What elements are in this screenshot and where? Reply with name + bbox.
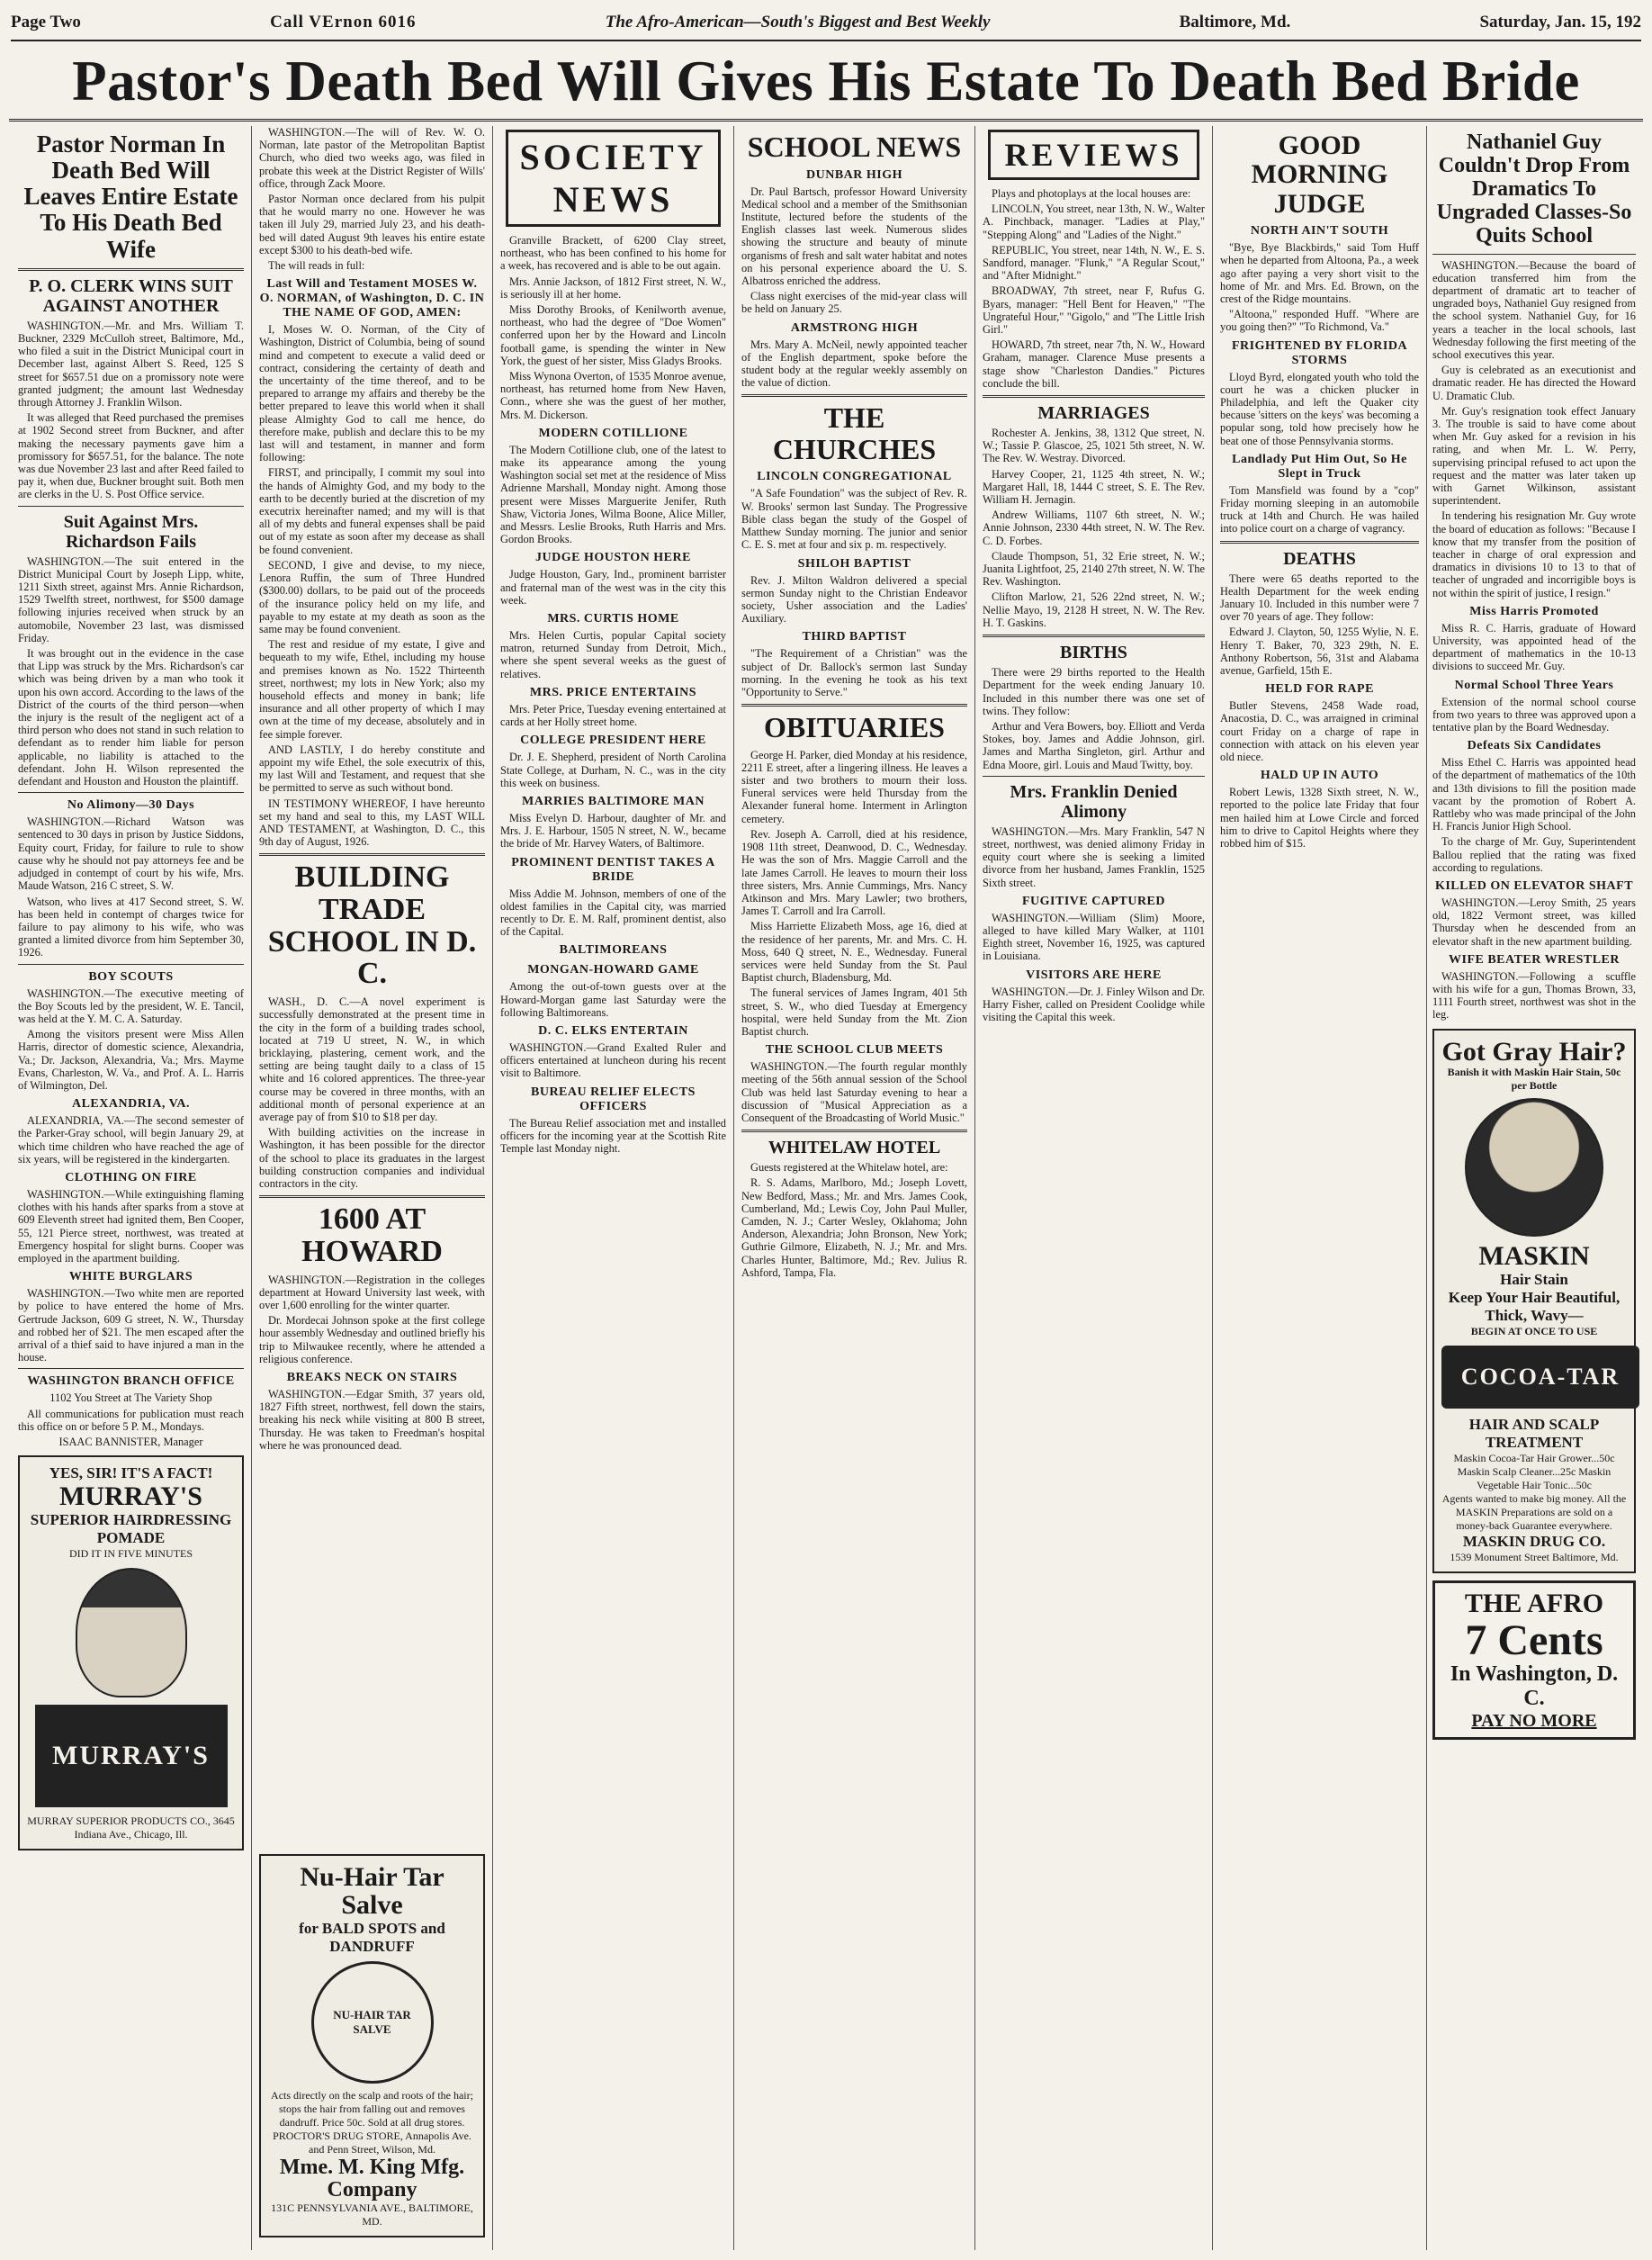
article-paragraph: Tom Mansfield was found by a "cop" Friday morning sleeping in an automobile truck at 14th and Church. He was hailed into police court on a charge of vagrancy. <box>1220 483 1419 536</box>
boy-scouts-headline: BOY SCOUTS <box>88 969 174 984</box>
pomade-tin-illustration: MURRAY'S <box>35 1705 228 1807</box>
section-subhead: D. C. ELKS ENTERTAIN <box>538 1023 688 1038</box>
article-paragraph: There were 29 births reported to the Health Department for the week ending January 10. Included in this number there was one set of twins. They follow: <box>983 666 1205 717</box>
afro-location: In Washington, D. C. <box>1450 1661 1619 1710</box>
section-subhead: Miss Harris Promoted <box>1469 604 1599 618</box>
article-paragraph: "A Safe Foundation" was the subject of Rev. R. W. Brooks' sermon last Sunday. The Progressive Bible class began the study of the Gospel of Matthew Sunday morning. The junior and senior C. E. S. met at four and six p. m. respectively. <box>741 487 967 552</box>
section-subhead: WIFE BEATER WRESTLER <box>1449 952 1620 967</box>
branch-office-headline: WASHINGTON BRANCH OFFICE <box>27 1374 235 1389</box>
article-paragraph: WASH., D. C.—A novel experiment is successfully demonstrated at the present time in the city in the form of a building trades school, located at 719 U street, N. W., in which bricklaying, plastering, cement work, and the setting are being taught daily to a class of 15 white and 16 colored apprentices. The three-year course may be covered in three months, with an additional month of personal experience at an average pay of from $10 to $18 per day. <box>259 995 485 1123</box>
divider <box>18 506 244 507</box>
article-paragraph: AND LASTLY, I do hereby constitute and appoint my wife Ethel, the sole executrix of this, my last Will and Testament, and request that she be permitted to serve as such without bond. <box>259 743 485 795</box>
column-4 <box>734 126 975 2250</box>
afro-price: 7 Cents <box>1465 1616 1603 1664</box>
article-paragraph: The Modern Cotillione club, one of the latest to make its appearance among the young Washington social set met at the residence of Miss Adrienne Marshall, Monday night. Among those present were Misses Marguerite Jenifer, Ruth Shaw, Victoria Jones, Wilma Boone, Alice Miller, and Messrs. Leslie Brooks, Ruth Harris and Mrs. Gordon Brooks. <box>500 443 726 546</box>
article-paragraph: Robert Lewis, 1328 Sixth street, N. W., reported to the police late Friday that four men hailed him at Lowe Circle and forced him to drive to Capitol Heights where they robbed him of $15. <box>1220 786 1419 851</box>
article-paragraph: George H. Parker, died Monday at his residence, 2211 E street, after a lingering illness. He leaves a sister and two brothers to mourn their loss. Funeral services were held Thursday from the Alexander funeral home. Interment in Arlington cemetery. <box>741 748 967 825</box>
article-paragraph: WASHINGTON.—The suit entered in the District Municipal Court by Joseph Lipp, white, 1211 Sixth street, against Mrs. Annie Richardson, 1529 Twelfth street, northwest, for $500 damage following injuries received when struck by an automobile, November 23 last, was dismissed Friday. <box>18 554 244 644</box>
divider <box>18 792 244 793</box>
article-paragraph: Guy is celebrated as an executionist and dramatic reader. He has directed the Howard U. Dramatic Club. <box>1432 364 1636 402</box>
article-paragraph: To the charge of Mr. Guy, Superintendent Ballou replied that the rating was fixed according to regulations. <box>1432 835 1636 874</box>
marriages-header: MARRIAGES <box>1037 403 1150 424</box>
alimony-headline: No Alimony—30 Days <box>67 798 195 813</box>
city: Baltimore, Md. <box>1179 13 1291 32</box>
column-1 <box>11 126 252 2250</box>
article-paragraph: Harvey Cooper, 21, 1125 4th street, N. W.; Margaret Hall, 18, 1444 C street, S. E. The Rev. William H. Jernagin. <box>983 467 1205 507</box>
section-subhead: THIRD BAPTIST <box>802 630 907 644</box>
ad-keep: Keep Your Hair Beautiful, Thick, Wavy— <box>1448 1288 1621 1324</box>
divider <box>1432 254 1636 255</box>
article-paragraph: WASHINGTON.—While extinguishing flaming clothes with his hands after sparks from a stove at 609 Eleventh street had ignited them, Ben Cooper, 55, 121 Pierce street, northwest, was treated at Emergency hospital for slight burns. Cooper was employed in the apartment building. <box>18 1187 244 1265</box>
article-paragraph: It was alleged that Reed purchased the premises at 1902 Second street from Buckner, and after making the necessary payments gave him a promissory for $657.51, for the balance. The note was due November 23 last and after Reed failed to pay it, when due, Buckner brought suit. Both men are clerks in the U. S. Post Office service. <box>18 411 244 501</box>
article-paragraph: Mrs. Mary A. McNeil, newly appointed teacher of the English department, spoke before the student body at the regular weekly assembly on the value of diction. <box>741 338 967 390</box>
page-number: Page Two <box>11 13 81 32</box>
ad-product: Hair Stain <box>1500 1270 1568 1288</box>
divider <box>259 853 485 856</box>
article-paragraph: Mrs. Peter Price, Tuesday evening entertained at cards at her Holly street home. <box>500 702 726 729</box>
article-paragraph: Miss Evelyn D. Harbour, daughter of Mr. and Mrs. J. E. Harbour, 1505 N street, N. W., became the bride of Mr. Harvey Waters, of Baltimore. <box>500 811 726 851</box>
article-paragraph: Mrs. Helen Curtis, popular Capital society matron, returned Sunday from Detroit, Mich., where she spent several weeks as the guest of relatives. <box>500 629 726 680</box>
divider <box>741 704 967 707</box>
branch-manager: ISAAC BANNISTER, Manager <box>58 1436 203 1448</box>
article-paragraph: Guests registered at the Whitelaw hotel, are: <box>750 1161 948 1175</box>
divider <box>1220 541 1419 544</box>
cocoa-tar-jar-illustration: COCOA-TAR <box>1441 1346 1639 1409</box>
article-paragraph: The funeral services of James Ingram, 401 5th street, S. W., who died Tuesday at Emergency hospital, were held Sunday from the Mt. Zion Baptist church. <box>741 986 967 1038</box>
ad-tagline: DID IT IN FIVE MINUTES <box>68 1546 193 1560</box>
nu-hair-ad <box>259 1854 485 2237</box>
section-subhead: KILLED ON ELEVATOR SHAFT <box>1434 879 1634 894</box>
article-paragraph: Clifton Marlow, 21, 526 22nd street, N. W.; Nellie Mayo, 19, 2128 H street, N. W. The Rev. H. T. Gaskins. <box>983 590 1205 629</box>
article-paragraph: WASHINGTON.—Following a scuffle with his wife for a gun, Thomas Brown, 33, 1111 Fourth street, northwest was shot in the leg. <box>1432 969 1636 1022</box>
section-subhead: BALTIMOREANS <box>559 943 668 958</box>
whitelaw-header: WHITELAW HOTEL <box>768 1138 941 1158</box>
article-paragraph: BROADWAY, 7th street, near F, Rufus G. Byars, manager: "Hell Bent for Heaven," "The Ungrateful Hour," "Gigolo," and "The Little Irish Girl." <box>983 284 1205 337</box>
divider <box>259 1195 485 1198</box>
good-morning-judge-header: GOOD MORNING JUDGE <box>1251 131 1388 219</box>
article-paragraph: Judge Houston, Gary, Ind., prominent barrister and fraternal man of the west was in the city this week. <box>500 568 726 607</box>
ad-address: 1539 Monument Street Baltimore, Md. <box>1450 1550 1619 1563</box>
article-paragraph: The Bureau Relief association met and installed officers for the incoming year at the Scottish Rite Temple last Monday night. <box>500 1116 726 1155</box>
section-subhead: LINCOLN CONGREGATIONAL <box>757 470 952 484</box>
clerk-suit-headline: P. O. CLERK WINS SUIT AGAINST ANOTHER <box>29 275 233 316</box>
article-paragraph: Andrew Williams, 1107 6th street, N. W.; Annie Johnson, 2330 44th street, N. W. The Rev. C. D. Forbes. <box>983 509 1205 547</box>
reviews-header: REVIEWS <box>988 130 1199 180</box>
ad-agents: Agents wanted to make big money. All the MASKIN Preparations are sold on a money-back Guarantee everywhere. <box>1441 1491 1627 1532</box>
call-number: Call VErnon 6016 <box>270 13 417 32</box>
divider <box>983 776 1205 777</box>
article-paragraph: WASHINGTON.—Grand Exalted Ruler and officers entertained at luncheon during his recent visit to Baltimore. <box>500 1040 726 1080</box>
ad-begin: BEGIN AT ONCE TO USE <box>1470 1324 1598 1337</box>
article-paragraph: Dr. Paul Bartsch, professor Howard University Medical school and a member of the Smithsonian Institute, lectured before the students of the English classes last week. Numerous slides showing the structure and beauty of minute organisms of fresh and salt water habitat and notes on his personal experience aboard the U. S. Albatross enriched the address. <box>741 185 967 287</box>
article-paragraph: Plays and photoplays at the local houses are: <box>992 187 1191 200</box>
article-paragraph: Miss Ethel C. Harris was appointed head of the department of mathematics of the 10th and 13th divisions to fill the position made vacant by the promotion of Robert A. Rattleby who was made principal of the John H. Francis Junior High School. <box>1432 756 1636 833</box>
article-paragraph: Miss Dorothy Brooks, of Kenilworth avenue, northeast, who had the degree of "Doe Women" conferred upon her by the Howard and Lincoln football game, is spending the winter in New York, the guest of her sister, Miss Gladys Brooks. <box>500 303 726 367</box>
section-subhead: NORTH AIN'T SOUTH <box>1250 224 1389 239</box>
article-paragraph: IN TESTIMONY WHEREOF, I have hereunto set my hand and seal to this, my LAST WILL AND TESTAMENT, at Washington, D. C., this 9th day of August, 1926. <box>259 797 485 849</box>
salve-tin-seal: NU-HAIR TAR SALVE <box>311 1961 434 2084</box>
article-paragraph: "Altoona," responded Huff. "Where are you going then?" "To Richmond, Va." <box>1220 308 1419 334</box>
man-portrait-illustration <box>76 1568 187 1697</box>
ad-headline: YES, SIR! IT'S A FACT! <box>49 1464 213 1482</box>
section-subhead: THE SCHOOL CLUB MEETS <box>765 1043 944 1058</box>
article-paragraph: Butler Stevens, 2458 Wade road, Anacostia, D. C., was arraigned in criminal court Friday on a charge of rape in connection with attack on his eleven year old niece. <box>1220 699 1419 764</box>
folio-bar <box>11 5 1641 41</box>
article-paragraph: Pastor Norman once declared from his pulpit that he would marry no one. However he was taken ill July 29, married July 23, and his death-bed will dated August 9th leaves his entire estate except $300 to his death-bed wife. <box>259 193 485 257</box>
article-paragraph: WASHINGTON.—Two white men are reported by police to have entered the home of Mrs. Gertrude Jackson, 609 G street, N. W., Thursday and robbed her of $21. The men escaped after the arrival of a thief said to have injured a man in the house. <box>18 1287 244 1364</box>
ad-address: 131C PENNSYLVANIA AVE., BALTIMORE, MD. <box>271 2201 473 2228</box>
divider <box>983 635 1205 637</box>
ad-title: Nu-Hair Tar Salve <box>300 1861 444 1921</box>
deaths-header: DEATHS <box>1283 548 1356 569</box>
section-subhead: SHILOH BAPTIST <box>797 556 911 571</box>
article-paragraph: Arthur and Vera Bowers, boy. Elliott and Verda Stokes, boy. James and Addie Johnson, girl. James and Martha Singleton, girl. Arthur and Edna Moore, girl. Louis and Maud Twitty, boy. <box>983 719 1205 771</box>
article-paragraph: Edward J. Clayton, 50, 1255 Wylie, N. E. Henry T. Baker, 70, 323 29th, N. E. Anthony Robertson, 56, 31st and Alabama avenue, Garfield, 15th E. <box>1220 626 1419 678</box>
article-paragraph: Rochester A. Jenkins, 38, 1312 Que street, N. W.; Tassie P. Glascoe, 25, 1021 5th street, N. W. The Rev. W. Westray. Divorced. <box>983 427 1205 465</box>
article-paragraph: WASHINGTON.—Registration in the colleges department at Howard University last week, with over 1,600 enrolling for the winter quarter. <box>259 1273 485 1311</box>
article-paragraph: Miss Harriette Elizabeth Moss, age 16, died at the residence of her parents, Mr. and Mrs. C. H. Moss, 640 Q street, N. E., Wednesday. Funeral services were held Sunday from the St. Paul Baptist church, Bladensburg, Md. <box>741 920 967 985</box>
article-paragraph: Rev. Joseph A. Carroll, died at his residence, 1908 11th street, Deanwood, D. C., Wednesday. He was the son of Mrs. Maggie Carroll and the late James Carroll. He leaves to mourn their loss three sisters, Mrs. Annie Cummings, Mrs. Nancy Atkinson and Mrs. Mary Lawler; two brothers, James T. Carroll and Ira Carroll. <box>741 827 967 918</box>
section-subhead: VISITORS ARE HERE <box>1026 968 1162 982</box>
article-paragraph: WASHINGTON.—The executive meeting of the Boy Scouts led by the president, W. E. Tancil, was held at the Y. M. C. A. Saturday. <box>18 986 244 1025</box>
article-paragraph: Dr. Mordecai Johnson spoke at the first college hour assembly Wednesday and outlined briefly his trip to Milwaukee recently, where he attended a religious conference. <box>259 1314 485 1365</box>
nathaniel-guy-headline: Nathaniel Guy Couldn't Drop From Dramatics To Ungraded Classes-So Quits School <box>1436 131 1632 248</box>
column-3 <box>493 126 734 2250</box>
article-paragraph: WASHINGTON.—Leroy Smith, 25 years old, 1822 Vermont street, was killed Thursday when he descended from an elevator shaft in the new apartment building. <box>1432 896 1636 948</box>
section-subhead: HALD UP IN AUTO <box>1260 769 1379 783</box>
afro-name: THE AFRO <box>1464 1588 1604 1618</box>
article-paragraph: WASHINGTON.—Mrs. Mary Franklin, 547 N street, northwest, was denied alimony Friday in equity court where she is seeking a limited divorce from her husband, James Franklin, 1525 Sixth street. <box>983 824 1205 889</box>
divider <box>741 1130 967 1132</box>
article-paragraph: Miss Addie M. Johnson, members of one of the oldest families in the Capital city, was married recently to Dr. E. M. Ralf, prominent dentist, also of the Capital. <box>500 887 726 939</box>
article-paragraph: Lloyd Byrd, elongated youth who told the court he was a chicken plucker in Philadelphia, and left the Quaker city because 'sitters on the keys' was becoming a popular song, told how precisely how he beat one of those Pennsylvania storms. <box>1220 370 1419 447</box>
births-header: BIRTHS <box>1060 643 1127 663</box>
divider <box>18 964 244 965</box>
article-paragraph: Mr. Guy's resignation took effect January 3. The trouble is said to have come about when Mr. Guy asked for a revision in his rating, and when Mr. L. W. Perry, supervising principal refused to act upon the request and the matter was later taken up with Garnet Wilkinson, assistant superintendent. <box>1432 404 1636 508</box>
section-subhead: MARRIES BALTIMORE MAN <box>522 794 705 808</box>
ad-company: MASKIN DRUG CO. <box>1462 1532 1606 1550</box>
section-subhead: PROMINENT DENTIST TAKES A BRIDE <box>511 855 715 884</box>
section-subhead: Landlady Put Him Out, So He Slept in Truck <box>1232 452 1407 481</box>
section-subhead: FUGITIVE CAPTURED <box>1021 894 1165 908</box>
branch-note: All communications for publication must reach this office on or before 5 P. M., Mondays. <box>18 1407 244 1433</box>
section-subhead: JUDGE HOUSTON HERE <box>535 551 691 565</box>
article-paragraph: WASHINGTON.—Because the board of education transferred him from the department of dramatic art to teacher of ungraded boys, Nathaniel Guy resigned from the school system. Nathaniel Guy, for 16 years a teacher in the local schools, last Wednesday following the first meeting of the school executives this year. <box>1432 258 1636 361</box>
ad-for: for BALD SPOTS and DANDRUFF <box>299 1919 445 1955</box>
richardson-headline: Suit Against Mrs. Richardson Fails <box>63 511 199 552</box>
article-paragraph: WASHINGTON.—Edgar Smith, 37 years old, 1827 Fifth street, northwest, fell down the stairs, breaking his neck while visiting at 800 B street, Thursday. He was taken to Freedman's hospital where he was pronounced dead. <box>259 1387 485 1452</box>
trade-school-headline: BUILDING TRADE SCHOOL IN D. C. <box>267 860 477 991</box>
column-5 <box>975 126 1213 2250</box>
article-paragraph: Rev. J. Milton Waldron delivered a special sermon Sunday night to the Christian Endeavor society, Usher association and the Ladies' Auxiliary. <box>741 573 967 626</box>
section-subhead: BUREAU RELIEF ELECTS OFFICERS <box>531 1085 696 1113</box>
article-paragraph: Class night exercises of the mid-year class will be held on January 25. <box>741 290 967 316</box>
article-paragraph: I, Moses W. O. Norman, of the City of Washington, District of Columbia, being of sound mind and competent to execute a valid deed or contract, considering the certainty of death and the uncertainty of the time thereof, and to be prepared to arrange my affairs and thereby be the better prepared to leave this world when it shall please Almighty God to call me hence, do therefore make, publish and declare this to be my last will and testament, in manner and form following: <box>259 323 485 464</box>
ad-footer: MURRAY SUPERIOR PRODUCTS CO., 3645 Indiana Ave., Chicago, Ill. <box>27 1814 235 1841</box>
murrays-pomade-ad <box>18 1455 244 1850</box>
article-paragraph: The will reads in full: <box>268 259 365 273</box>
ad-company: Mme. M. King Mfg. Company <box>279 2155 465 2201</box>
article-paragraph: HOWARD, 7th street, near 7th, N. W., Howard Graham, manager. Clarence Muse presents a stage show "Charleston Dandies." Pictures conclude the bill. <box>983 338 1205 390</box>
burglars-headline: WHITE BURGLARS <box>68 1270 193 1284</box>
article-paragraph: Extension of the normal school course from two years to three was approved upon a tentative plan by the Board Wednesday. <box>1432 695 1636 734</box>
section-subhead: Defeats Six Candidates <box>1467 739 1602 753</box>
article-paragraph: Miss R. C. Harris, graduate of Howard University, was appointed head of the department of mathematics in the 10-13 divisions to succeed Mr. Guy. <box>1432 621 1636 673</box>
afro-pay-no-more: PAY NO MORE <box>1471 1710 1597 1731</box>
ad-drugstore: PROCTOR'S DRUG STORE, Annapolis Ave. and Penn Street, Wilson, Md. <box>273 2129 471 2156</box>
article-paragraph: ALEXANDRIA, VA.—The second semester of the Parker-Gray school, will begin January 29, at which time children who have reached the age of six years, will be registered in the kindergarten. <box>18 1114 244 1166</box>
section-subhead: MODERN COTILLIONE <box>538 426 688 440</box>
afro-price-box <box>1432 1580 1636 1740</box>
churches-header: THE CHURCHES <box>772 401 937 465</box>
article-paragraph: Miss Wynona Overton, of 1535 Monroe avenue, northeast, has returned home from New Haven, Conn., where she was the guest of her mother, Mrs. M. Dickerson. <box>500 370 726 421</box>
section-subhead: COLLEGE PRESIDENT HERE <box>520 734 706 748</box>
article-paragraph: Among the out-of-town guests over at the Howard-Morgan game last Saturday were the following Baltimoreans. <box>500 980 726 1019</box>
maskin-ad <box>1432 1029 1636 1573</box>
article-paragraph: The rest and residue of my estate, I give and bequeath to my wife, Ethel, including my house and premises known as No. 1522 Thirteenth street, northwest; my lots in New York; also my household effects and money in bank; life insurance and all other property of which I may own at the time of my decease, absolutely and in fee simple forever. <box>259 638 485 741</box>
article-paragraph: It was brought out in the evidence in the case that Lipp was struck by the Mrs. Richardson's car which was being driven by a man who took it upon his own accord. According to the laws of the District of the courts of the third person—when the injury is the result of the negligent act of a third person who does not stand in such relation to defendant as to render him liable for person applicable, no liability is attached to the defendant. John H. Wilson represented the defendant and Houston and Houston the plaintiff. <box>18 647 244 788</box>
article-paragraph: WASHINGTON.—The will of Rev. W. O. Norman, late pastor of the Metropolitan Baptist Church, who died two weeks ago, was filed in probate this week at the District Register of Wills' office, through Zack Moore. <box>259 126 485 190</box>
article-paragraph: WASHINGTON.—William (Slim) Moore, alleged to have killed Mary Walker, at 1101 Eighth street, November 16, 1925, was captured in Louisiana. <box>983 911 1205 963</box>
ad-brand: MURRAY'S <box>59 1481 202 1512</box>
article-paragraph: There were 65 deaths reported to the Health Department for the week ending January 10. Included in this number were 7 over 70 years of age. They follow: <box>1220 572 1419 624</box>
article-paragraph: Watson, who lives at 417 Second street, S. W. has been held in contempt of charges twice for failure to pay alimony to his wife, who was granted a limited divorce from him September 30, 1926. <box>18 895 244 959</box>
divider <box>741 394 967 397</box>
ad-subhead: Banish it with Maskin Hair Stain, 50c per Bottle <box>1447 1066 1621 1093</box>
banner-headline: Pastor's Death Bed Will Gives His Estate To Death Bed Bride <box>9 43 1643 122</box>
ad-treatment: HAIR AND SCALP TREATMENT <box>1468 1415 1600 1451</box>
article-paragraph: WASHINGTON.—The fourth regular monthly meeting of the 56th annual session of the School Club was held last Saturday evening to hear a discussion of "Musical Appreciation as a Consequent of the Broadcasting of World Music." <box>741 1060 967 1124</box>
will-heading: Last Will and Testament MOSES W. O. NORMAN, of Washington, D. C. IN THE NAME OF GOD, AMEN: <box>259 277 485 320</box>
section-subhead: MONGAN-HOWARD GAME <box>527 963 699 977</box>
column-2 <box>252 126 493 2250</box>
section-subhead: HELD FOR RAPE <box>1265 682 1374 697</box>
section-subhead: Normal School Three Years <box>1454 678 1614 692</box>
section-subhead: DUNBAR HIGH <box>805 167 902 182</box>
section-subhead: MRS. CURTIS HOME <box>547 612 679 626</box>
section-subhead: MRS. PRICE ENTERTAINS <box>529 685 697 699</box>
article-paragraph: Mrs. Annie Jackson, of 1812 First street, N. W., is seriously ill at her home. <box>500 275 726 301</box>
ad-product: SUPERIOR HAIRDRESSING POMADE <box>30 1510 232 1546</box>
divider <box>18 268 244 271</box>
branch-address: 1102 You Street at The Variety Shop <box>49 1391 212 1405</box>
article-paragraph: R. S. Adams, Marlboro, Md.; Joseph Lovett, New Bedford, Mass.; Mr. and Mrs. James Cook, Cumberland, Md.; Lewis Coy, John Paul Muller, Camden, N. J.; Carter Wesley, Oklahoma; John Anderson, Alexandria; John Bronson, New York; Guthrie Gilmore, Elizabeth, N. J.; Mr. and Mrs. Charles Hunter, Baltimore, Md.; Rev. Julius R. Ashford, Tampa, Fla. <box>741 1176 967 1279</box>
school-news-header: SCHOOL NEWS <box>747 131 962 163</box>
paper-slogan: The Afro-American—South's Biggest and Best Weekly <box>605 13 991 32</box>
section-subhead: FRIGHTENED BY FLORIDA STORMS <box>1231 338 1408 367</box>
section-subhead: ARMSTRONG HIGH <box>790 320 919 335</box>
article-paragraph: FIRST, and principally, I commit my soul into the hands of Almighty God, and my body to the earth to be decently buried at the discretion of my executrix hereinafter named; and my will is that all of my debts and funeral expenses shall be paid out of my estate as soon after my decease as shall be found convenient. <box>259 466 485 556</box>
franklin-headline: Mrs. Franklin Denied Alimony <box>1010 781 1178 822</box>
ad-body: Acts directly on the scalp and roots of the hair; stops the hair from falling out and removes dandruff. Price 50c. Sold at all drug stores. <box>271 2088 473 2129</box>
woman-portrait-illustration <box>1465 1098 1603 1237</box>
article-paragraph: REPUBLIC, You street, near 14th, N. W., E. S. Sandford, manager. "Flunk," "A Regular Scout," and "After Midnight." <box>983 243 1205 283</box>
alexandria-headline: ALEXANDRIA, VA. <box>71 1097 191 1112</box>
ad-headline: Got Gray Hair? <box>1441 1036 1627 1067</box>
article-paragraph: SECOND, I give and devise, to my niece, Lenora Ruffin, the sum of Three Hundred ($300.00) dollars, to be paid out of the proceeds of the insurance policy held on my life, and payable to my estate at my death as soon as the same may be found convenient. <box>259 558 485 635</box>
article-paragraph: LINCOLN, You street, near 13th, N. W., Walter A. Pinchback, manager. "Ladies at Play," "Stepping Along" and "Ladies of the Night." <box>983 203 1205 241</box>
ad-price-list: Maskin Cocoa-Tar Hair Grower...50c Maskin Scalp Cleaner...25c Maskin Vegetable Hair Tonic...50c <box>1453 1451 1615 1491</box>
divider <box>983 395 1205 398</box>
article-paragraph: With building activities on the increase in Washington, it has been possible for the director of the school to place its graduates in the largest building construction companies and individual contractors in the city. <box>259 1126 485 1190</box>
article-paragraph: "The Requirement of a Christian" was the subject of Dr. Ballock's sermon last Sunday morning. In the evening he took as his text "Opportunity to Serve." <box>741 647 967 698</box>
article-paragraph: In tendering his resignation Mr. Guy wrote the board of education as follows: "Because I know that my transfer from the position of teacher in charge of oral expression and dramatics in divisions 10 to 13 to that of teacher of ungraded and incorrigible boys is not within the spirit of justice, I resign." <box>1432 509 1636 599</box>
article-paragraph: Claude Thompson, 51, 32 Erie street, N. W.; Juanita Lightfoot, 25, 2140 27th street, N. W. The Rev. Washington. <box>983 549 1205 589</box>
society-news-header: SOCIETY NEWS <box>506 130 721 227</box>
stairs-headline: BREAKS NECK ON STAIRS <box>286 1370 458 1384</box>
howard-headline: 1600 AT HOWARD <box>301 1202 443 1268</box>
obituaries-header: OBITUARIES <box>764 711 945 744</box>
article-paragraph: WASHINGTON.—Dr. J. Finley Wilson and Dr. Harry Fisher, called on President Coolidge while visiting the Capital this week. <box>983 985 1205 1023</box>
clothing-fire-headline: CLOTHING ON FIRE <box>65 1170 197 1184</box>
norman-headline: Pastor Norman In Death Bed Will Leaves Entire Estate To His Death Bed Wife <box>23 131 238 263</box>
article-paragraph: "Bye, Bye Blackbirds," said Tom Huff when he departed from Altoona, Pa., a week ago after paying a very short visit to the home of Mr. and Mrs. Ed. Brown, on the crest of the Ridge mountains. <box>1220 241 1419 305</box>
divider <box>18 1368 244 1369</box>
article-paragraph: Among the visitors present were Miss Allen Harris, director of domestic science, Alexandria, Va.; Dr. Jackson, Alexandria, Va.; Mrs. Mayme Evans, Charleston, W. Va., and Prof. A. L. Harris of Wilmington, Del. <box>18 1028 244 1092</box>
article-paragraph: Dr. J. E. Shepherd, president of North Carolina State College, at Durham, N. C., was in the city this week on business. <box>500 751 726 789</box>
ad-brand: MASKIN <box>1478 1241 1590 1272</box>
column-6 <box>1213 126 1427 2250</box>
article-paragraph: WASHINGTON.—Mr. and Mrs. William T. Buckner, 2329 McCulloh street, Baltimore, Md., who filed a suit in the District Municipal court in December last, against Albert S. Reed, 125 S street for $657.51 due on a promissory note were granted judgment; the amount last Wednesday through Attorney J. Franklin Wilson. <box>18 319 244 409</box>
column-7 <box>1427 126 1641 2250</box>
article-paragraph: Granville Brackett, of 6200 Clay street, northeast, who has been confined to his home for a week, has recovered and is able to be out again. <box>500 234 726 273</box>
article-paragraph: WASHINGTON.—Richard Watson was sentenced to 30 days in prison by Justice Siddons, Equity court, Friday, for failure to rule to show cause why he should not pay attorneys fee and be adjudged in contempt of court by his wife, Mrs. Maude Watson, 216 C street, S. W. <box>18 815 244 893</box>
issue-date: Saturday, Jan. 15, 192 <box>1479 13 1641 32</box>
